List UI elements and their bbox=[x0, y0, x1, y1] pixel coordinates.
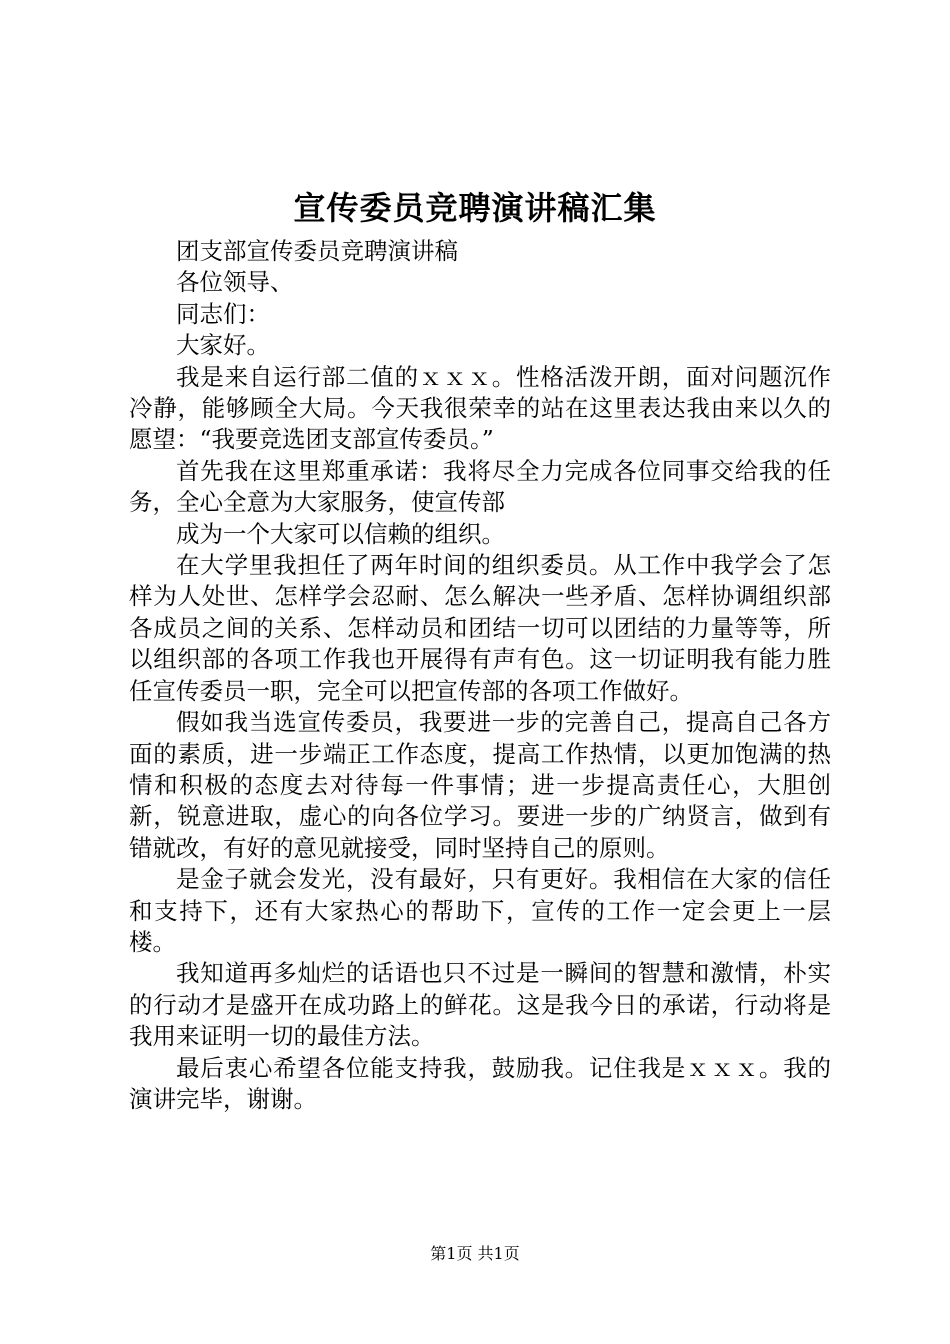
paragraph: 各位领导、 bbox=[176, 268, 294, 297]
paragraph: 是金子就会发光，没有最好，只有更好。我相信在大家的信任和支持下，还有大家热心的帮助下，宣传的工作一定会更上一层楼。 bbox=[129, 865, 831, 956]
paragraph: 大家好。 bbox=[176, 331, 270, 360]
paragraph: 成为一个大家可以信赖的组织。 bbox=[176, 519, 505, 548]
page-footer: 第1页 共1页 bbox=[430, 1244, 520, 1263]
paragraph: 在大学里我担任了两年时间的组织委员。从工作中我学会了怎样为人处世、怎样学会忍耐、怎么解决一些矛盾、怎样协调组织部各成员之间的关系、怎样动员和团结一切可以团结的力量等等，所以组织部的各项工作我也开展得有声有色。这一切证明我有能力胜任宣传委员一职，完全可以把宣传部的各项工作做好。 bbox=[129, 551, 831, 705]
document-title: 宣传委员竞聘演讲稿汇集 bbox=[293, 189, 657, 227]
paragraph: 最后衷心希望各位能支持我，鼓励我。记住我是ｘｘｘ。我的演讲完毕，谢谢。 bbox=[129, 1053, 831, 1113]
paragraph: 同志们： bbox=[176, 299, 270, 328]
paragraph: 我知道再多灿烂的话语也只不过是一瞬间的智慧和激情，朴实的行动才是盛开在成功路上的鲜花。这是我今日的承诺，行动将是我用来证明一切的最佳方法。 bbox=[129, 959, 831, 1051]
paragraph: 团支部宣传委员竞聘演讲稿 bbox=[176, 237, 458, 265]
document-body bbox=[129, 236, 831, 1115]
paragraph: 首先我在这里郑重承诺：我将尽全力完成各位同事交给我的任务，全心全意为大家服务，使宣传部 bbox=[129, 456, 831, 517]
paragraph: 我是来自运行部二值的ｘｘｘ。性格活泼开朗，面对问题沉作冷静，能够顾全大局。今天我很荣幸的站在这里表达我由来以久的愿望：“我要竞选团支部宣传委员。” bbox=[129, 362, 831, 454]
paragraph: 假如我当选宣传委员，我要进一步的完善自己，提高自己各方面的素质，进一步端正工作态度，提高工作热情，以更加饱满的热情和积极的态度去对待每一件事情；进一步提高责任心，大胆创新，锐意进取，虚心的向各位学习。要进一步的广纳贤言，做到有错就改，有好的意见就接受，同时坚持自己的原则。 bbox=[129, 708, 831, 862]
